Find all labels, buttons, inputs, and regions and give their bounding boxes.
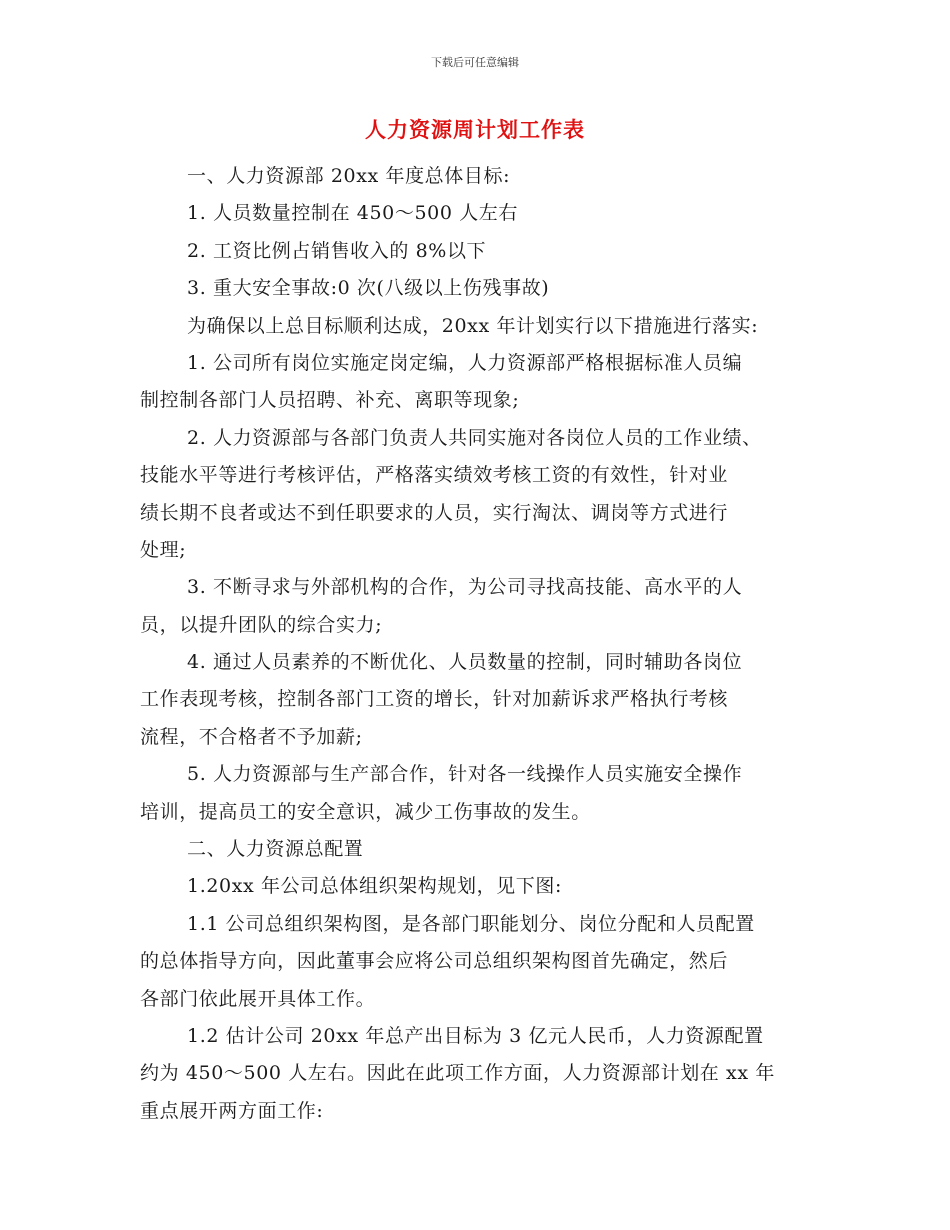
body-line: 1.20xx 年公司总体组织架构规划，见下图: bbox=[187, 875, 562, 898]
body-line: 4. 通过人员素养的不断优化、人员数量的控制，同时辅助各岗位 bbox=[187, 651, 743, 674]
body-line: 3. 重大安全事故:0 次(八级以上伤残事故) bbox=[187, 277, 550, 300]
body-line: 二、人力资源总配置 bbox=[187, 838, 364, 861]
body-line: 重点展开两方面工作: bbox=[140, 1099, 324, 1122]
body-line: 1.2 估计公司 20xx 年总产出目标为 3 亿元人民币，人力资源配置 bbox=[187, 1024, 764, 1047]
header-note: 下载后可任意编辑 bbox=[431, 56, 519, 69]
body-line: 约为 450～500 人左右。因此在此项工作方面，人力资源部计划在 xx 年 bbox=[140, 1062, 775, 1085]
body-line: 2. 工资比例占销售收入的 8%以下 bbox=[187, 239, 487, 262]
body-line: 1. 人员数量控制在 450～500 人左右 bbox=[187, 202, 518, 225]
body-line: 各部门依此展开具体工作。 bbox=[140, 987, 376, 1010]
body-line: 2. 人力资源部与各部门负责人共同实施对各岗位人员的工作业绩、 bbox=[187, 426, 762, 449]
body-line: 制控制各部门人员招聘、补充、离职等现象; bbox=[140, 389, 520, 412]
body-line: 技能水平等进行考核评估，严格落实绩效考核工资的有效性，针对业 bbox=[140, 464, 729, 487]
body-line: 流程，不合格者不予加薪; bbox=[140, 725, 363, 748]
body-line: 处理; bbox=[140, 538, 187, 561]
body-line: 1.1 公司总组织架构图，是各部门职能划分、岗位分配和人员配置 bbox=[187, 912, 755, 935]
document-body bbox=[140, 158, 820, 1130]
body-line: 1. 公司所有岗位实施定岗定编，人力资源部严格根据标准人员编 bbox=[187, 351, 743, 374]
body-line: 培训，提高员工的安全意识，减少工伤事故的发生。 bbox=[140, 800, 591, 823]
body-line: 的总体指导方向，因此董事会应将公司总组织架构图首先确定，然后 bbox=[140, 950, 729, 973]
body-line: 一、人力资源部 20xx 年度总体目标: bbox=[187, 165, 511, 187]
body-line: 5. 人力资源部与生产部合作，针对各一线操作人员实施安全操作 bbox=[187, 763, 743, 786]
document-title: 人力资源周计划工作表 bbox=[365, 118, 585, 142]
body-line: 为确保以上总目标顺利达成，20xx 年计划实行以下措施进行落实: bbox=[187, 314, 759, 337]
body-line: 员，以提升团队的综合实力; bbox=[140, 613, 383, 636]
body-line: 绩长期不良者或达不到任职要求的人员，实行淘汰、调岗等方式进行 bbox=[140, 501, 729, 524]
body-line: 3. 不断寻求与外部机构的合作，为公司寻找高技能、高水平的人 bbox=[187, 576, 743, 599]
body-line: 工作表现考核，控制各部门工资的增长，针对加薪诉求严格执行考核 bbox=[140, 688, 729, 711]
